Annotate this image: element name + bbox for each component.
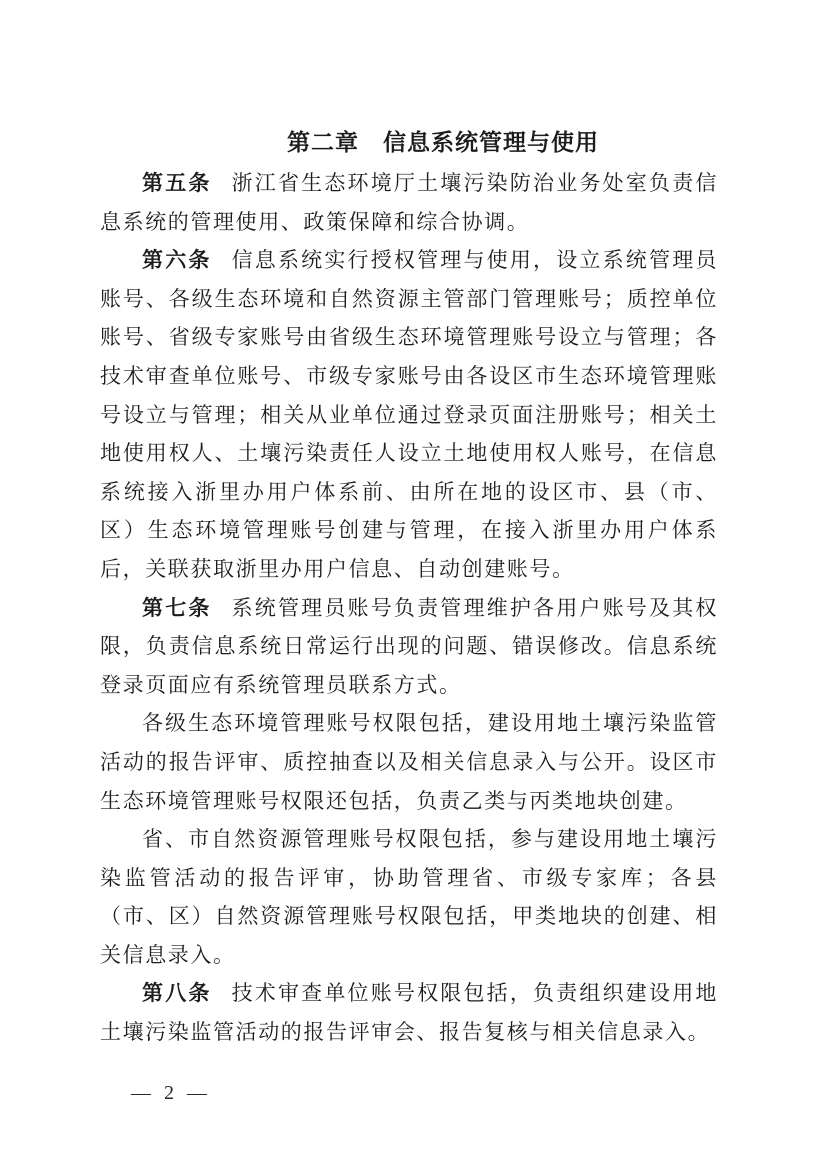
paragraph-text: 浙江省生态环境厅土壤污染防治业务处室负责信息系统的管理使用、政策保障和综合协调。 bbox=[100, 171, 718, 234]
article-number-label: 第五条 bbox=[142, 171, 212, 195]
page-number: — 2 — bbox=[131, 1082, 211, 1104]
article-paragraph bbox=[100, 820, 718, 974]
article-number-label: 第八条 bbox=[142, 981, 212, 1006]
paragraph-text: 省、市自然资源管理账号权限包括，参与建设用地土壤污染监管活动的报告评审，协助管理省、市级专家库；各县（市、区）自然资源管理账号权限包括，甲类地块的创建、相关信息录入。 bbox=[100, 827, 718, 967]
article-number-label: 第七条 bbox=[142, 595, 212, 620]
article-paragraph bbox=[100, 241, 718, 588]
article-paragraph bbox=[100, 704, 718, 820]
article-paragraph bbox=[100, 164, 718, 241]
article-paragraph bbox=[100, 974, 718, 1051]
paragraph-text: 技术审查单位账号权限包括，负责组织建设用地土壤污染监管活动的报告评审会、报告复核与相关信息录入。 bbox=[100, 981, 718, 1045]
paragraph-text: 各级生态环境管理账号权限包括，建设用地土壤污染监管活动的报告评审、质控抽查以及相关信息录入与公开。设区市生态环境管理账号权限还包括，负责乙类与丙类地块创建。 bbox=[100, 711, 718, 813]
paragraph-text: 系统管理员账号负责管理维护各用户账号及其权限，负责信息系统日常运行出现的问题、错误修改。信息系统登录页面应有系统管理员联系方式。 bbox=[100, 595, 718, 697]
paragraph-text: 信息系统实行授权管理与使用，设立系统管理员账号、各级生态环境和自然资源主管部门管理账号；质控单位账号、省级专家账号由省级生态环境管理账号设立与管理；各技术审查单位账号、市级专家账号由各设区市生态环境管理账号设立与管理；相关从业单位通过登录页面注册账号；相关土地使用权人、土壤污染责任人设立土地使用权人账号，在信息系统接入浙里办用户体系前、由所在地的设区市、县（市、区）生态环境管理账号创建与管理，在接入浙里办用户体系后，关联获取浙里办用户信息、自动创建账号。 bbox=[100, 248, 718, 581]
chapter-title: 第二章 信息系统管理与使用 bbox=[287, 129, 599, 155]
article-number-label: 第六条 bbox=[142, 248, 212, 273]
article-paragraph bbox=[100, 589, 718, 705]
document-content bbox=[100, 126, 718, 1052]
